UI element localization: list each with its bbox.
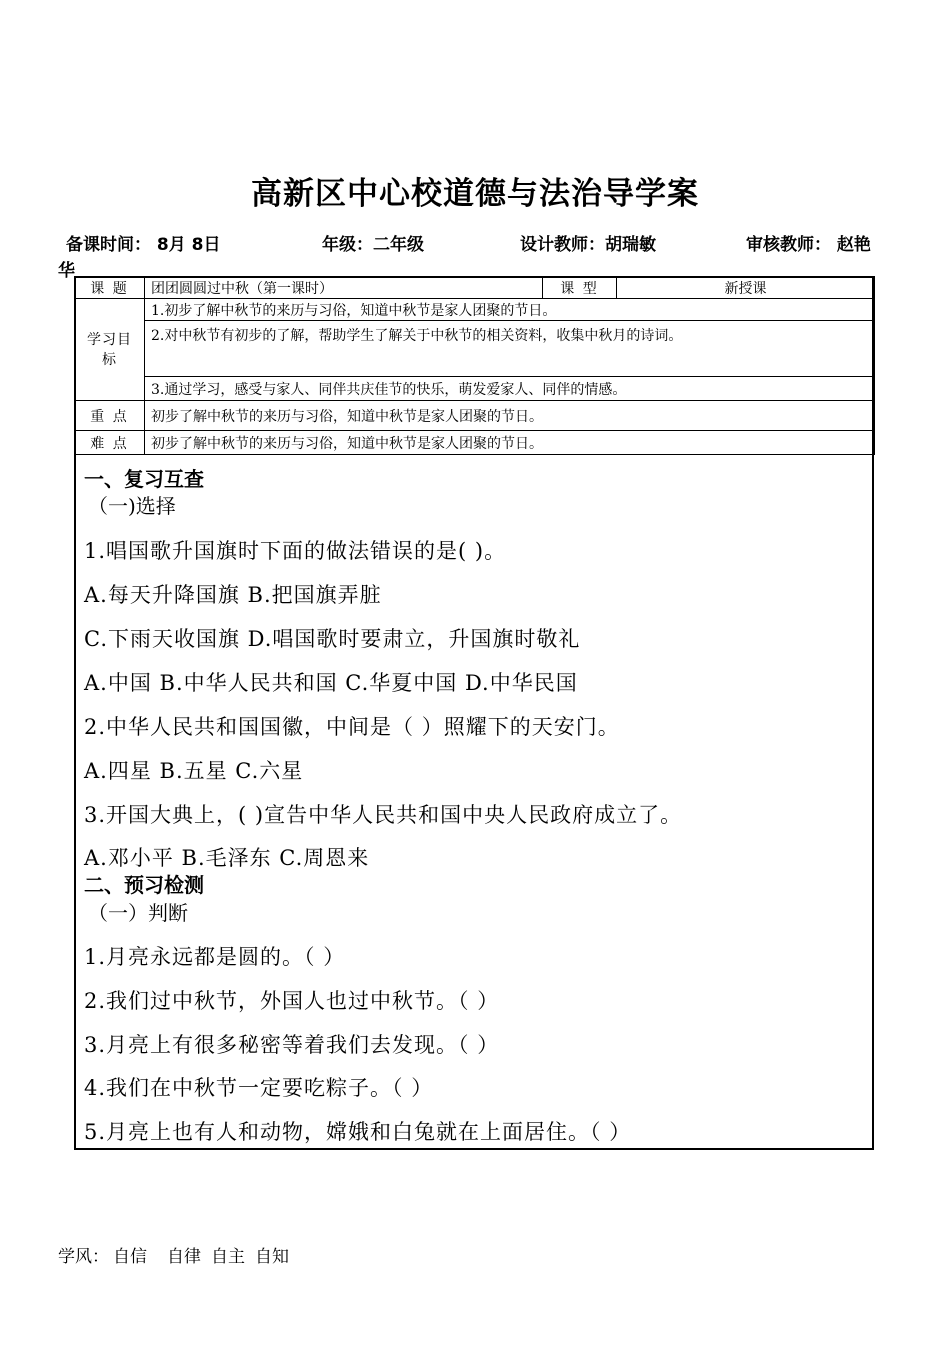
review-line: A.邓小平 B.毛泽东 C.周恩来 [84, 846, 370, 870]
reviewer: 审核教师： 赵艳 [746, 235, 871, 255]
review-line: C.下雨天收国旗 D.唱国歌时要肃立，升国旗时敬礼 [84, 627, 581, 651]
review-line: A.每天升降国旗 B.把国旗弄脏 [84, 583, 382, 607]
grade: 年级：二年级 [322, 235, 424, 255]
designer: 设计教师：胡瑞敏 [520, 235, 656, 255]
difficulty-value: 初步了解中秋节的来历与习俗，知道中秋节是家人团聚的节日。 [145, 431, 875, 455]
review-line: A.中国 B.中华人民共和国 C.华夏中国 D.中华民国 [84, 671, 578, 695]
topic-label: 课 题 [75, 277, 145, 299]
preview-line: 5.月亮上也有人和动物，嫦娥和白兔就在上面居住。（ ） [84, 1120, 632, 1144]
type-value: 新授课 [617, 277, 875, 299]
footer-item: 自主 [211, 1247, 245, 1267]
goals-label: 学习目标 [75, 299, 145, 401]
review-line: 1.唱国歌升国旗时下面的做法错误的是( )。 [84, 539, 507, 563]
goal-3: 3.通过学习，感受与家人、同伴共庆佳节的快乐，萌发爱家人、同伴的情感。 [145, 377, 875, 401]
topic-value: 团团圆圆过中秋（第一课时） [145, 277, 543, 299]
reviewer-wrap: 华 [58, 261, 75, 281]
page-title: 高新区中心校道德与法治导学案 [251, 176, 699, 212]
review-line: 2.中华人民共和国国徽，中间是（ ）照耀下的天安门。 [84, 715, 620, 739]
key-value: 初步了解中秋节的来历与习俗，知道中秋节是家人团聚的节日。 [145, 401, 875, 431]
footer-item: 自知 [255, 1247, 289, 1267]
section-review-sub: （一)选择 [88, 494, 176, 518]
lesson-info-table [74, 276, 875, 455]
preview-line: 1.月亮永远都是圆的。（ ） [84, 945, 346, 969]
footer [58, 1242, 309, 1267]
section-preview-sub: （一）判断 [88, 901, 188, 925]
key-label: 重 点 [75, 401, 145, 431]
type-label: 课 型 [543, 277, 617, 299]
preview-line: 3.月亮上有很多秘密等着我们去发现。（ ） [84, 1033, 500, 1057]
section-preview-heading: 二、预习检测 [84, 873, 204, 897]
preview-line: 4.我们在中秋节一定要吃粽子。（ ） [84, 1076, 434, 1100]
footer-item: 自信 [113, 1247, 147, 1267]
review-line: A.四星 B.五星 C.六星 [84, 759, 304, 783]
difficulty-label: 难 点 [75, 431, 145, 455]
goal-2: 2.对中秋节有初步的了解，帮助学生了解关于中秋节的相关资料，收集中秋月的诗词。 [145, 321, 875, 377]
review-line: 3.开国大典上，( )宣告中华人民共和国中央人民政府成立了。 [84, 803, 683, 827]
goal-1: 1.初步了解中秋节的来历与习俗，知道中秋节是家人团聚的节日。 [145, 299, 875, 321]
footer-item: 自律 [167, 1247, 201, 1267]
preview-line: 2.我们过中秋节，外国人也过中秋节。（ ） [84, 989, 500, 1013]
footer-label: 学风： [58, 1247, 109, 1267]
prep-time: 备课时间： 8月 8日 [66, 235, 221, 255]
section-review-heading: 一、复习互查 [84, 467, 204, 491]
